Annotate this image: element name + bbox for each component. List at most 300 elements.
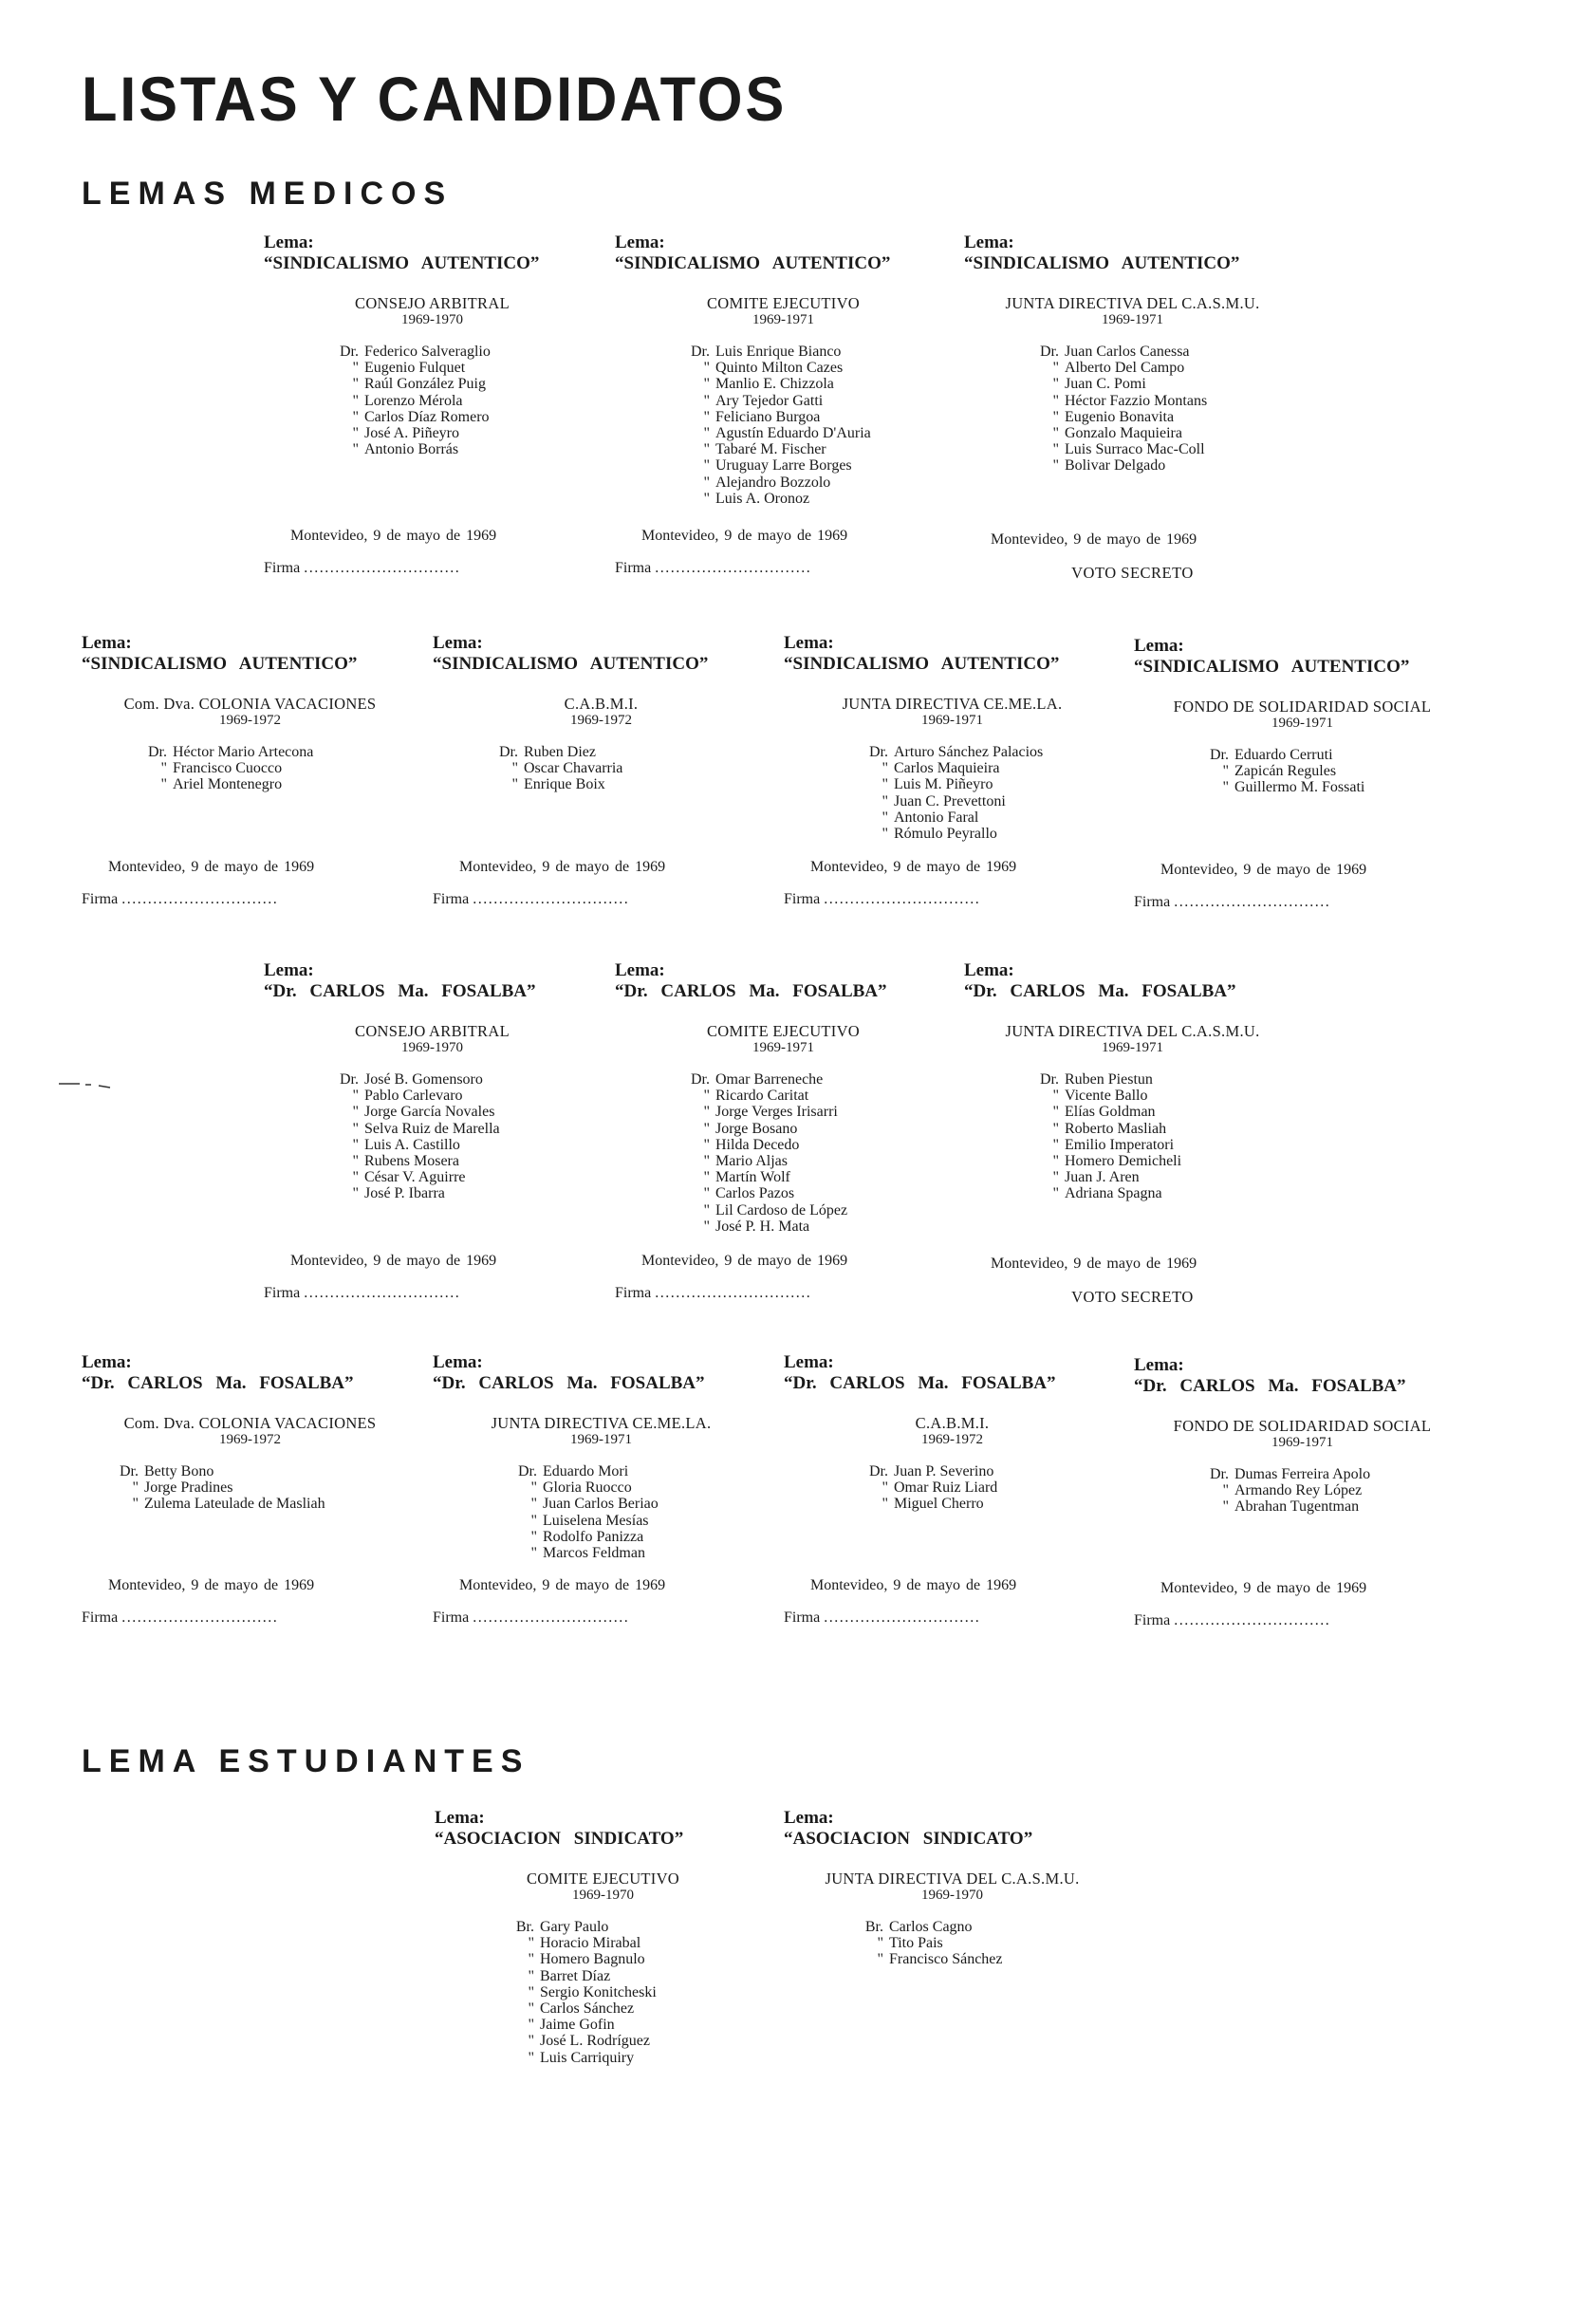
candidate-prefix: " xyxy=(1222,1482,1229,1499)
firma-dots: .............................. xyxy=(1174,894,1331,910)
candidate-name: Betty Bono xyxy=(144,1463,214,1479)
lema-label: Lema: xyxy=(433,1352,483,1372)
candidate-row xyxy=(480,744,765,760)
lema-label: Lema: xyxy=(784,633,834,653)
candidate-row xyxy=(1021,376,1306,392)
firma-label: Firma xyxy=(82,1609,119,1626)
lema-label: Lema: xyxy=(82,633,132,653)
candidate-prefix: " xyxy=(1052,376,1059,393)
lema-name: “Dr. CARLOS Ma. FOSALBA” xyxy=(433,1373,705,1393)
ballot-11 xyxy=(82,1352,418,1552)
ballot-6 xyxy=(784,633,1121,842)
organ-name: COMITE EJECUTIVO xyxy=(526,1870,680,1888)
candidate-prefix: " xyxy=(703,1218,710,1235)
lema-label: Lema: xyxy=(264,233,314,252)
candidate-prefix: " xyxy=(1052,424,1059,441)
candidate-prefix: " xyxy=(1052,441,1059,458)
period: 1969-1971 xyxy=(1102,312,1163,327)
candidate-row xyxy=(850,793,1135,809)
period: 1969-1972 xyxy=(219,713,281,728)
firma-dots: .............................. xyxy=(304,560,461,576)
firma-label: Firma xyxy=(784,1609,821,1626)
candidate-prefix: Dr. xyxy=(869,1463,888,1479)
candidate-name: Francisco Sánchez xyxy=(889,1951,1003,1968)
candidate-prefix: " xyxy=(528,1967,534,1984)
candidate-row xyxy=(499,1529,784,1545)
candidate-name: Marcos Feldman xyxy=(543,1544,645,1561)
candidate-name: Tito Pais xyxy=(889,1935,943,1952)
lema-label: Lema: xyxy=(1134,636,1184,656)
candidate-row xyxy=(1021,1088,1306,1104)
lema-label: Lema: xyxy=(964,233,1014,252)
candidate-list xyxy=(496,1919,781,2066)
ballot-13 xyxy=(784,1352,1121,1552)
firma-label: Firma xyxy=(433,1609,470,1626)
lema-name: “SINDICALISMO AUTENTICO” xyxy=(615,253,891,273)
ballot-9 xyxy=(615,960,952,1235)
candidate-row xyxy=(672,409,956,425)
candidate-prefix: " xyxy=(882,760,888,777)
candidate-row xyxy=(1191,747,1475,763)
lema-label: Lema: xyxy=(784,1808,834,1828)
candidate-list xyxy=(1191,1466,1475,1516)
lema-label: Lema: xyxy=(1134,1355,1184,1375)
candidate-row xyxy=(1021,1071,1306,1088)
ballot-footer-13 xyxy=(784,1577,1125,1634)
candidate-prefix: " xyxy=(703,1120,710,1137)
candidate-prefix: Dr. xyxy=(1210,747,1229,763)
candidate-name: Luis M. Piñeyro xyxy=(894,776,993,793)
candidate-row xyxy=(672,1071,956,1088)
lema-label: Lema: xyxy=(264,960,314,980)
candidate-prefix: " xyxy=(530,1528,537,1545)
firma-line xyxy=(82,1609,278,1627)
candidate-name: Carlos Sánchez xyxy=(540,2000,635,2017)
lema-name: “SINDICALISMO AUTENTICO” xyxy=(82,654,358,674)
voto-secreto-label: VOTO SECRETO xyxy=(1071,564,1194,582)
candidate-row xyxy=(672,1185,956,1201)
candidate-row xyxy=(480,760,765,776)
candidate-name: Rodolfo Panizza xyxy=(543,1528,644,1545)
candidate-name: Feliciano Burgoa xyxy=(715,408,821,425)
candidate-row xyxy=(499,1496,784,1512)
candidate-list xyxy=(672,1071,956,1235)
candidate-row xyxy=(496,1984,781,2000)
candidate-prefix: " xyxy=(528,2000,534,2017)
candidate-name: Carlos Pazos xyxy=(715,1185,795,1202)
organ-name: JUNTA DIRECTIVA DEL C.A.S.M.U. xyxy=(1005,294,1260,312)
candidate-row xyxy=(321,1153,605,1169)
candidate-name: Guillermo M. Fossati xyxy=(1234,779,1365,796)
lema-name: “ASOCIACION SINDICATO” xyxy=(784,1829,1033,1849)
candidate-name: Ricardo Caritat xyxy=(715,1088,809,1105)
ballot-footer-10 xyxy=(964,1256,1306,1312)
candidate-prefix: Dr. xyxy=(518,1463,537,1479)
lema-name: “SINDICALISMO AUTENTICO” xyxy=(964,253,1240,273)
candidate-prefix: Br. xyxy=(864,1919,883,1935)
candidate-row xyxy=(845,1935,1130,1951)
candidate-row xyxy=(321,1169,605,1185)
candidate-prefix: Br. xyxy=(515,1919,534,1935)
candidate-prefix: " xyxy=(703,490,710,507)
candidate-name: Roberto Masliah xyxy=(1065,1120,1167,1137)
period: 1969-1970 xyxy=(401,1040,463,1055)
candidate-row xyxy=(1021,344,1306,360)
candidate-name: Juan C. Pomi xyxy=(1065,376,1146,393)
candidate-name: José P. H. Mata xyxy=(715,1218,810,1235)
candidate-name: Pablo Carlevaro xyxy=(364,1088,463,1105)
candidate-name: Tabaré M. Fischer xyxy=(715,441,826,458)
candidate-row xyxy=(321,1137,605,1153)
candidate-name: Antonio Borrás xyxy=(364,441,459,458)
candidate-prefix: Dr. xyxy=(120,1463,139,1479)
organ-name: COMITE EJECUTIVO xyxy=(706,294,861,312)
candidate-prefix: " xyxy=(1052,1088,1059,1105)
candidate-row xyxy=(496,1968,781,1984)
period: 1969-1971 xyxy=(752,1040,814,1055)
firma-dots: .............................. xyxy=(655,560,812,576)
firma-dots: .............................. xyxy=(304,1285,461,1301)
candidate-prefix: " xyxy=(528,2049,534,2066)
candidate-prefix: Dr. xyxy=(869,744,888,760)
candidate-prefix: " xyxy=(1222,763,1229,780)
candidate-row xyxy=(672,457,956,474)
candidate-prefix: " xyxy=(352,1169,359,1186)
candidate-prefix: " xyxy=(703,1104,710,1121)
date-line: Montevideo, 9 de mayo de 1969 xyxy=(459,859,666,875)
candidate-row xyxy=(499,1545,784,1561)
firma-label: Firma xyxy=(784,891,821,907)
candidate-row xyxy=(1191,1498,1475,1515)
candidate-prefix: " xyxy=(703,1185,710,1202)
candidate-prefix: " xyxy=(1222,1498,1229,1516)
firma-line xyxy=(1134,894,1330,911)
firma-label: Firma xyxy=(264,560,301,576)
candidate-name: Jorge Pradines xyxy=(144,1479,233,1497)
candidate-name: Jorge Verges Irisarri xyxy=(715,1104,838,1121)
candidate-prefix: " xyxy=(882,825,888,842)
candidate-row xyxy=(850,1496,1135,1512)
candidate-row xyxy=(672,441,956,457)
lema-name: “SINDICALISMO AUTENTICO” xyxy=(1134,657,1410,677)
organ-name: COMITE EJECUTIVO xyxy=(706,1022,861,1040)
date-line: Montevideo, 9 de mayo de 1969 xyxy=(991,1256,1197,1272)
candidate-row xyxy=(101,1479,385,1496)
firma-line xyxy=(615,560,811,577)
candidate-row xyxy=(672,1088,956,1104)
candidate-row xyxy=(672,1169,956,1185)
candidate-name: Martín Wolf xyxy=(715,1169,790,1186)
candidate-row xyxy=(672,425,956,441)
ballot-5 xyxy=(433,633,770,832)
organ-name: C.A.B.M.I. xyxy=(564,695,639,713)
firma-dots: .............................. xyxy=(1174,1612,1331,1628)
date-line: Montevideo, 9 de mayo de 1969 xyxy=(1160,862,1367,878)
candidate-name: Héctor Fazzio Montans xyxy=(1065,392,1208,409)
date-line: Montevideo, 9 de mayo de 1969 xyxy=(459,1577,666,1593)
firma-line xyxy=(264,1285,460,1302)
candidate-list xyxy=(499,1463,784,1561)
candidate-row xyxy=(101,1496,385,1512)
candidate-name: César V. Aguirre xyxy=(364,1169,466,1186)
candidate-prefix: Dr. xyxy=(1040,1071,1059,1088)
lema-label: Lema: xyxy=(964,960,1014,980)
candidate-name: Lil Cardoso de López xyxy=(715,1201,848,1219)
candidate-name: Homero Bagnulo xyxy=(540,1951,645,1968)
candidate-name: Barret Díaz xyxy=(540,1967,611,1984)
candidate-row xyxy=(1021,393,1306,409)
candidate-row xyxy=(321,344,605,360)
candidate-name: Carlos Maquieira xyxy=(894,760,1000,777)
period: 1969-1970 xyxy=(572,1888,634,1903)
period: 1969-1972 xyxy=(921,1432,983,1447)
date-line: Montevideo, 9 de mayo de 1969 xyxy=(810,859,1017,875)
candidate-name: Luis Enrique Bianco xyxy=(715,344,842,360)
date-line: Montevideo, 9 de mayo de 1969 xyxy=(108,1577,315,1593)
candidate-prefix: " xyxy=(132,1496,139,1513)
candidate-name: Antonio Faral xyxy=(894,809,979,826)
lema-label: Lema: xyxy=(82,1352,132,1372)
candidate-row xyxy=(321,376,605,392)
period: 1969-1970 xyxy=(401,312,463,327)
period: 1969-1970 xyxy=(921,1888,983,1903)
candidate-name: Federico Salveraglio xyxy=(364,344,491,360)
candidate-prefix: Dr. xyxy=(1040,344,1059,360)
ballot-footer-3 xyxy=(964,531,1306,588)
firma-label: Firma xyxy=(433,891,470,907)
lema-name: “SINDICALISMO AUTENTICO” xyxy=(784,654,1060,674)
candidate-row xyxy=(672,1202,956,1219)
candidate-prefix: " xyxy=(1052,457,1059,474)
candidate-name: Eugenio Bonavita xyxy=(1065,408,1175,425)
candidate-name: Juan J. Aren xyxy=(1065,1169,1140,1186)
candidate-prefix: " xyxy=(528,1983,534,2000)
firma-line xyxy=(615,1285,811,1302)
candidate-name: Rómulo Peyrallo xyxy=(894,825,997,842)
organ-name: JUNTA DIRECTIVA DEL C.A.S.M.U. xyxy=(825,1870,1080,1888)
date-line: Montevideo, 9 de mayo de 1969 xyxy=(290,528,497,544)
candidate-name: José A. Piñeyro xyxy=(364,424,459,441)
candidate-name: Gloria Ruocco xyxy=(543,1479,632,1497)
ballot-2 xyxy=(615,233,952,507)
firma-line xyxy=(784,1609,980,1627)
candidate-name: Luis Surraco Mac-Coll xyxy=(1065,441,1205,458)
candidate-name: Zulema Lateulade de Masliah xyxy=(144,1496,325,1513)
ballot-footer-14 xyxy=(1134,1580,1475,1637)
ballot-4 xyxy=(82,633,418,832)
date-line: Montevideo, 9 de mayo de 1969 xyxy=(641,528,848,544)
candidate-prefix: " xyxy=(1052,360,1059,377)
candidate-row xyxy=(1191,779,1475,795)
candidate-name: Ruben Piestun xyxy=(1065,1071,1153,1088)
candidate-name: Sergio Konitcheski xyxy=(540,1983,657,2000)
candidate-row xyxy=(1191,763,1475,779)
page-title: LISTAS Y CANDIDATOS xyxy=(82,64,788,134)
candidate-name: Juan Carlos Canessa xyxy=(1065,344,1190,360)
candidate-prefix: " xyxy=(882,776,888,793)
firma-line xyxy=(433,1609,629,1627)
candidate-list xyxy=(321,1071,605,1202)
candidate-prefix: Dr. xyxy=(340,344,359,360)
candidate-prefix: " xyxy=(352,1136,359,1153)
ballot-footer-5 xyxy=(433,859,774,916)
candidate-name: Jorge Bosano xyxy=(715,1120,798,1137)
stray-ink-mark-icon xyxy=(57,1080,133,1089)
candidate-prefix: " xyxy=(703,1169,710,1186)
candidate-prefix: " xyxy=(528,1935,534,1952)
candidate-name: Eugenio Fulquet xyxy=(364,360,466,377)
candidate-row xyxy=(672,1137,956,1153)
candidate-row xyxy=(129,744,414,760)
candidate-name: Lorenzo Mérola xyxy=(364,392,463,409)
candidate-prefix: " xyxy=(882,1496,888,1513)
candidate-row xyxy=(321,1088,605,1104)
section-heading-medicos: LEMAS MEDICOS xyxy=(82,176,454,212)
date-line: Montevideo, 9 de mayo de 1969 xyxy=(641,1253,848,1269)
candidate-prefix: " xyxy=(352,376,359,393)
candidate-row xyxy=(480,776,765,792)
candidate-prefix: " xyxy=(703,441,710,458)
candidate-row xyxy=(496,1935,781,1951)
lema-label: Lema: xyxy=(435,1808,485,1828)
candidate-list xyxy=(850,744,1135,842)
candidate-row xyxy=(672,474,956,491)
candidate-name: Hilda Decedo xyxy=(715,1136,800,1153)
candidate-name: Carlos Díaz Romero xyxy=(364,408,490,425)
candidate-prefix: " xyxy=(703,408,710,425)
period: 1969-1971 xyxy=(1271,1435,1333,1450)
candidate-name: Quinto Milton Cazes xyxy=(715,360,844,377)
candidate-prefix: " xyxy=(352,1104,359,1121)
firma-dots: .............................. xyxy=(824,891,981,907)
date-line: Montevideo, 9 de mayo de 1969 xyxy=(108,859,315,875)
candidate-name: Mario Aljas xyxy=(715,1152,788,1169)
candidate-name: Gary Paulo xyxy=(540,1919,609,1935)
candidate-prefix: Dr. xyxy=(340,1071,359,1088)
candidate-prefix: " xyxy=(352,1185,359,1202)
period: 1969-1971 xyxy=(570,1432,632,1447)
organ-name: CONSEJO ARBITRAL xyxy=(355,1022,510,1040)
candidate-prefix: " xyxy=(160,776,167,793)
candidate-row xyxy=(1021,1137,1306,1153)
candidate-row xyxy=(1191,1482,1475,1498)
ballot-15 xyxy=(435,1808,771,2066)
candidate-name: Ary Tejedor Gatti xyxy=(715,392,824,409)
lema-name: “ASOCIACION SINDICATO” xyxy=(435,1829,684,1849)
candidate-row xyxy=(850,776,1135,792)
candidate-row xyxy=(850,809,1135,826)
candidate-row xyxy=(1021,457,1306,474)
period: 1969-1971 xyxy=(921,713,983,728)
candidate-name: Omar Barreneche xyxy=(715,1071,824,1088)
lema-name: “Dr. CARLOS Ma. FOSALBA” xyxy=(615,981,887,1001)
candidate-prefix: " xyxy=(703,457,710,474)
candidate-prefix: " xyxy=(1052,1152,1059,1169)
lema-name: “Dr. CARLOS Ma. FOSALBA” xyxy=(82,1373,354,1393)
candidate-name: Agustín Eduardo D'Auria xyxy=(715,424,871,441)
firma-line xyxy=(784,891,980,908)
candidate-row xyxy=(321,441,605,457)
candidate-name: Homero Demicheli xyxy=(1065,1152,1182,1169)
lema-label: Lema: xyxy=(615,960,665,980)
candidate-name: Manlio E. Chizzola xyxy=(715,376,834,393)
candidate-row xyxy=(1021,1153,1306,1169)
candidate-name: Elías Goldman xyxy=(1065,1104,1156,1121)
ballot-8 xyxy=(264,960,601,1202)
candidate-row xyxy=(672,491,956,507)
candidate-prefix: " xyxy=(352,1152,359,1169)
candidate-prefix: Dr. xyxy=(691,344,710,360)
candidate-prefix: " xyxy=(352,424,359,441)
candidate-prefix: " xyxy=(352,1088,359,1105)
candidate-name: Bolivar Delgado xyxy=(1065,457,1166,474)
period: 1969-1971 xyxy=(1271,716,1333,731)
candidate-name: Enrique Boix xyxy=(524,776,605,793)
candidate-name: Uruguay Larre Borges xyxy=(715,457,852,474)
candidate-name: Omar Ruiz Liard xyxy=(894,1479,998,1497)
candidate-row xyxy=(850,744,1135,760)
candidate-name: Luis A. Castillo xyxy=(364,1136,460,1153)
candidate-name: José P. Ibarra xyxy=(364,1185,445,1202)
firma-label: Firma xyxy=(1134,1612,1171,1628)
candidate-row xyxy=(850,760,1135,776)
candidate-name: Ruben Diez xyxy=(524,744,596,760)
candidate-row xyxy=(321,360,605,376)
candidate-list xyxy=(850,1463,1135,1513)
candidate-prefix: " xyxy=(530,1544,537,1561)
candidate-name: Alejandro Bozzolo xyxy=(715,474,831,491)
period: 1969-1971 xyxy=(752,312,814,327)
lema-label: Lema: xyxy=(784,1352,834,1372)
ballot-7 xyxy=(1134,636,1471,835)
candidate-list xyxy=(672,344,956,507)
candidate-prefix: " xyxy=(1052,408,1059,425)
candidate-prefix: " xyxy=(352,441,359,458)
candidate-prefix: " xyxy=(1052,392,1059,409)
date-line: Montevideo, 9 de mayo de 1969 xyxy=(810,1577,1017,1593)
candidate-prefix: " xyxy=(530,1512,537,1529)
candidate-prefix: Dr. xyxy=(148,744,167,760)
candidate-row xyxy=(321,1071,605,1088)
candidate-prefix: " xyxy=(882,792,888,809)
candidate-row xyxy=(496,2000,781,2017)
candidate-row xyxy=(672,344,956,360)
candidate-row xyxy=(672,360,956,376)
candidate-prefix: " xyxy=(1222,779,1229,796)
candidate-row xyxy=(499,1513,784,1529)
candidate-prefix: " xyxy=(1052,1136,1059,1153)
candidate-name: José L. Rodríguez xyxy=(540,2033,650,2050)
ballot-footer-7 xyxy=(1134,862,1475,919)
firma-label: Firma xyxy=(615,1285,652,1301)
candidate-prefix: " xyxy=(1052,1185,1059,1202)
firma-label: Firma xyxy=(615,560,652,576)
candidate-row xyxy=(1021,409,1306,425)
candidate-row xyxy=(672,1104,956,1120)
candidate-row xyxy=(672,1153,956,1169)
candidate-name: Héctor Mario Artecona xyxy=(173,744,314,760)
lema-label: Lema: xyxy=(433,633,483,653)
candidate-prefix: " xyxy=(877,1935,883,1952)
candidate-name: Emilio Imperatori xyxy=(1065,1136,1175,1153)
candidate-row xyxy=(672,1219,956,1235)
candidate-prefix: " xyxy=(703,1088,710,1105)
candidate-prefix: " xyxy=(703,1152,710,1169)
ballot-10 xyxy=(964,960,1301,1202)
candidate-name: Luis A. Oronoz xyxy=(715,490,810,507)
candidate-prefix: " xyxy=(1052,1169,1059,1186)
candidate-row xyxy=(1021,441,1306,457)
